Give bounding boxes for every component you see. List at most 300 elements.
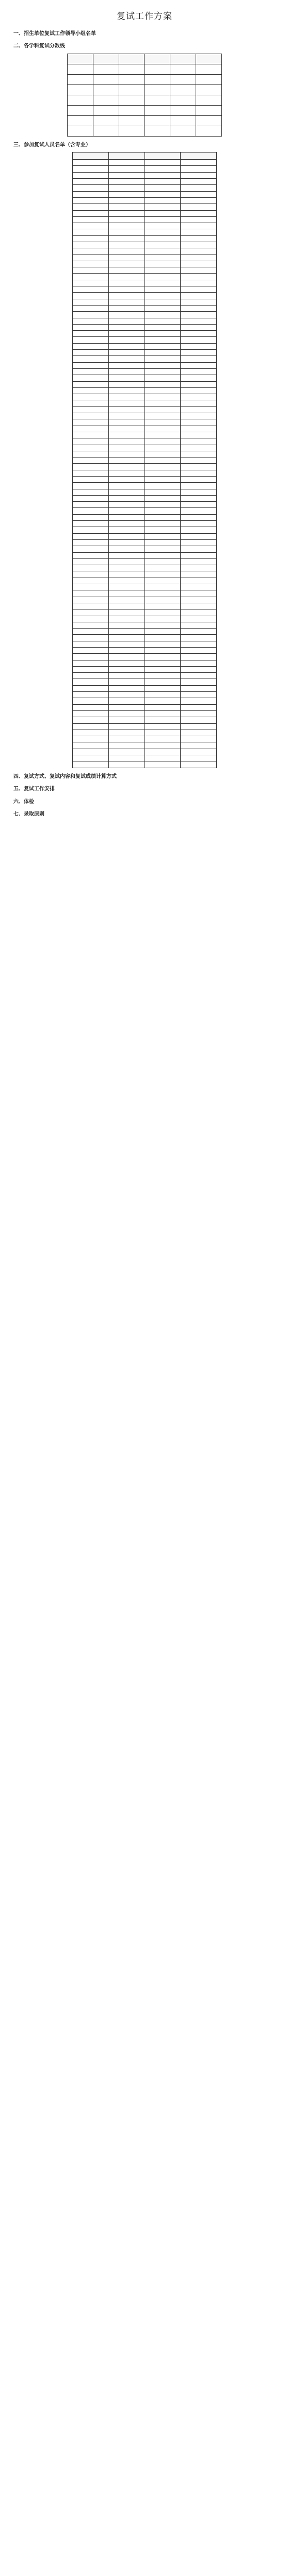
table-header	[196, 54, 222, 64]
table-cell	[73, 502, 109, 508]
table-row	[73, 508, 217, 514]
table-cell	[145, 584, 181, 590]
table-cell	[108, 261, 145, 267]
table-cell	[108, 413, 145, 419]
table-cell	[145, 356, 181, 362]
table-cell	[145, 387, 181, 394]
table-cell	[73, 539, 109, 546]
table-cell	[145, 597, 181, 603]
table-cell	[181, 451, 217, 457]
table-row	[73, 331, 217, 337]
table-cell	[181, 622, 217, 628]
table-cell	[73, 698, 109, 704]
table-row	[73, 337, 217, 343]
table-cell	[108, 755, 145, 761]
table-cell	[145, 457, 181, 464]
table-cell	[108, 197, 145, 204]
table-cell	[68, 115, 93, 126]
table-cell	[145, 578, 181, 584]
table-cell	[181, 660, 217, 666]
table-cell	[145, 115, 170, 126]
table-row	[73, 533, 217, 539]
table-cell	[108, 299, 145, 305]
table-row	[73, 698, 217, 704]
table-cell	[181, 356, 217, 362]
table-cell	[108, 717, 145, 723]
table-cell	[73, 654, 109, 660]
table-cell	[145, 432, 181, 438]
table-cell	[108, 533, 145, 539]
table-row	[73, 248, 217, 255]
table-cell	[108, 489, 145, 495]
table-cell	[93, 84, 119, 95]
table-cell	[73, 191, 109, 197]
table-cell	[108, 464, 145, 470]
table-cell	[181, 590, 217, 597]
table-header	[145, 152, 181, 160]
table-cell	[108, 521, 145, 527]
table-cell	[108, 248, 145, 255]
table-row	[73, 235, 217, 242]
table-cell	[108, 616, 145, 622]
table-cell	[181, 426, 217, 432]
table-cell	[181, 692, 217, 698]
table-cell	[181, 755, 217, 761]
table-cell	[145, 267, 181, 274]
table-row	[73, 635, 217, 641]
table-header	[119, 54, 145, 64]
table-cell	[73, 648, 109, 654]
table-cell	[108, 381, 145, 387]
table-cell	[108, 704, 145, 710]
table-cell	[145, 464, 181, 470]
table-cell	[73, 267, 109, 274]
table-cell	[108, 622, 145, 628]
table-cell	[196, 84, 222, 95]
table-cell	[145, 666, 181, 672]
table-row	[73, 609, 217, 616]
table-cell	[170, 126, 196, 136]
table-row	[73, 185, 217, 191]
table-cell	[181, 514, 217, 520]
table-cell	[181, 362, 217, 368]
table-cell	[73, 521, 109, 527]
table-cell	[73, 514, 109, 520]
table-row	[68, 95, 222, 105]
table-cell	[170, 115, 196, 126]
table-cell	[181, 749, 217, 755]
table-cell	[145, 261, 181, 267]
table-row	[73, 539, 217, 546]
table-row	[73, 293, 217, 299]
table-row	[73, 362, 217, 368]
table-row	[73, 267, 217, 274]
table-row	[73, 197, 217, 204]
table-cell	[108, 280, 145, 286]
table-cell	[108, 451, 145, 457]
table-cell	[170, 64, 196, 74]
table-cell	[145, 654, 181, 660]
table-row	[73, 464, 217, 470]
table-cell	[196, 74, 222, 84]
table-row	[73, 476, 217, 482]
table-cell	[73, 413, 109, 419]
table-cell	[145, 362, 181, 368]
roster-table	[72, 152, 217, 768]
table-cell	[145, 375, 181, 381]
table-cell	[145, 616, 181, 622]
table-cell	[181, 160, 217, 166]
table-cell	[181, 698, 217, 704]
table-cell	[181, 476, 217, 482]
table-cell	[145, 603, 181, 609]
table-cell	[145, 331, 181, 337]
table-cell	[73, 248, 109, 255]
table-cell	[73, 451, 109, 457]
score-line-table	[67, 54, 222, 137]
table-cell	[181, 368, 217, 375]
table-row	[73, 286, 217, 293]
table-row	[73, 629, 217, 635]
table-row	[73, 451, 217, 457]
table-cell	[196, 126, 222, 136]
table-cell	[73, 432, 109, 438]
table-cell	[145, 692, 181, 698]
table-cell	[68, 95, 93, 105]
table-cell	[145, 730, 181, 736]
table-cell	[108, 191, 145, 197]
section-heading: 五、复试工作安排	[13, 786, 55, 792]
table-cell	[73, 736, 109, 742]
table-cell	[181, 641, 217, 647]
table-cell	[145, 685, 181, 691]
table-cell	[181, 673, 217, 679]
table-cell	[73, 742, 109, 749]
table-header	[170, 54, 196, 64]
table-cell	[181, 457, 217, 464]
table-cell	[119, 64, 145, 74]
table-cell	[181, 629, 217, 635]
table-cell	[73, 350, 109, 356]
table-row	[73, 761, 217, 768]
table-cell	[73, 331, 109, 337]
table-cell	[181, 185, 217, 191]
table-cell	[181, 445, 217, 451]
table-cell	[181, 400, 217, 406]
table-cell	[145, 343, 181, 349]
table-cell	[181, 318, 217, 324]
table-cell	[68, 64, 93, 74]
table-cell	[73, 489, 109, 495]
table-cell	[145, 629, 181, 635]
table-cell	[73, 274, 109, 280]
table-cell	[181, 210, 217, 216]
table-cell	[73, 571, 109, 578]
table-cell	[145, 324, 181, 330]
table-cell	[181, 539, 217, 546]
table-cell	[108, 483, 145, 489]
table-cell	[73, 616, 109, 622]
table-row	[73, 172, 217, 178]
table-cell	[145, 451, 181, 457]
table-cell	[181, 521, 217, 527]
table-cell	[145, 350, 181, 356]
table-cell	[108, 571, 145, 578]
table-cell	[181, 648, 217, 654]
table-cell	[181, 312, 217, 318]
section-heading: 一、招生单位复试工作领导小组名单	[13, 30, 96, 37]
table-cell	[108, 185, 145, 191]
table-cell	[73, 261, 109, 267]
table-cell	[73, 603, 109, 609]
table-cell	[73, 692, 109, 698]
table-cell	[145, 558, 181, 565]
table-cell	[181, 324, 217, 330]
table-cell	[108, 476, 145, 482]
table-row	[73, 375, 217, 381]
table-row	[73, 299, 217, 305]
table-row	[73, 318, 217, 324]
section-heading: 二、各学科复试分数线	[13, 43, 65, 49]
table-header	[68, 54, 93, 64]
table-cell	[145, 280, 181, 286]
table-cell	[119, 105, 145, 115]
table-cell	[108, 539, 145, 546]
table-cell	[145, 489, 181, 495]
table-cell	[108, 223, 145, 229]
table-cell	[145, 445, 181, 451]
table-cell	[73, 629, 109, 635]
table-cell	[181, 387, 217, 394]
table-row	[73, 489, 217, 495]
table-cell	[108, 160, 145, 166]
table-cell	[73, 495, 109, 501]
document-page	[0, 0, 289, 838]
table-row	[73, 571, 217, 578]
table-row	[73, 514, 217, 520]
table-cell	[108, 166, 145, 172]
section-heading: 四、复试方式、复试内容和复试成绩计算方式	[13, 773, 117, 779]
table-cell	[108, 470, 145, 476]
table-cell	[145, 160, 181, 166]
table-cell	[145, 299, 181, 305]
table-cell	[145, 565, 181, 571]
table-row	[73, 673, 217, 679]
table-row	[73, 368, 217, 375]
table-cell	[73, 635, 109, 641]
table-cell	[145, 571, 181, 578]
table-cell	[108, 508, 145, 514]
table-cell	[181, 242, 217, 248]
table-cell	[181, 654, 217, 660]
table-cell	[145, 622, 181, 628]
table-row	[73, 432, 217, 438]
table-cell	[73, 609, 109, 616]
table-cell	[145, 761, 181, 768]
table-cell	[145, 552, 181, 558]
table-cell	[181, 331, 217, 337]
table-row	[73, 723, 217, 730]
table-row	[73, 261, 217, 267]
table-row	[68, 126, 222, 136]
table-cell	[181, 299, 217, 305]
table-cell	[196, 64, 222, 74]
table-cell	[181, 286, 217, 293]
table-cell	[73, 362, 109, 368]
table-row	[73, 470, 217, 476]
table-cell	[181, 489, 217, 495]
table-row	[68, 84, 222, 95]
table-cell	[108, 666, 145, 672]
table-cell	[108, 635, 145, 641]
table-row	[73, 710, 217, 717]
table-cell	[145, 419, 181, 426]
table-cell	[73, 508, 109, 514]
table-cell	[181, 305, 217, 311]
table-cell	[108, 558, 145, 565]
table-row	[73, 742, 217, 749]
table-cell	[181, 571, 217, 578]
table-cell	[181, 235, 217, 242]
table-cell	[73, 622, 109, 628]
table-cell	[181, 679, 217, 685]
table-cell	[108, 368, 145, 375]
table-cell	[73, 641, 109, 647]
table-cell	[145, 755, 181, 761]
table-cell	[73, 723, 109, 730]
table-cell	[119, 84, 145, 95]
table-cell	[181, 419, 217, 426]
table-cell	[108, 235, 145, 242]
table-cell	[73, 229, 109, 235]
table-cell	[73, 223, 109, 229]
table-cell	[73, 160, 109, 166]
table-row	[73, 274, 217, 280]
table-cell	[145, 673, 181, 679]
table-row	[73, 223, 217, 229]
table-cell	[93, 64, 119, 74]
table-row	[73, 413, 217, 419]
table-cell	[181, 216, 217, 223]
table-cell	[181, 223, 217, 229]
table-row	[73, 704, 217, 710]
table-row	[73, 616, 217, 622]
table-cell	[145, 105, 170, 115]
table-cell	[145, 293, 181, 299]
table-cell	[145, 210, 181, 216]
table-cell	[145, 337, 181, 343]
table-cell	[145, 742, 181, 749]
table-cell	[73, 717, 109, 723]
table-row	[73, 394, 217, 400]
table-row	[73, 160, 217, 166]
table-cell	[73, 584, 109, 590]
table-cell	[108, 584, 145, 590]
table-cell	[108, 204, 145, 210]
table-cell	[181, 261, 217, 267]
table-cell	[145, 527, 181, 533]
table-row	[73, 324, 217, 330]
table-row	[73, 216, 217, 223]
table-cell	[73, 197, 109, 204]
table-cell	[73, 381, 109, 387]
table-cell	[108, 286, 145, 293]
table-row	[68, 74, 222, 84]
table-cell	[108, 375, 145, 381]
table-cell	[68, 126, 93, 136]
table-cell	[181, 502, 217, 508]
table-cell	[108, 387, 145, 394]
table-cell	[108, 343, 145, 349]
table-header	[108, 152, 145, 160]
table-row	[73, 749, 217, 755]
table-cell	[73, 464, 109, 470]
table-cell	[119, 95, 145, 105]
table-cell	[145, 368, 181, 375]
table-cell	[108, 629, 145, 635]
table-cell	[108, 274, 145, 280]
table-cell	[181, 343, 217, 349]
table-row	[73, 438, 217, 445]
table-cell	[145, 312, 181, 318]
table-cell	[108, 337, 145, 343]
table-cell	[145, 381, 181, 387]
table-cell	[108, 267, 145, 274]
table-row	[73, 685, 217, 691]
table-cell	[145, 483, 181, 489]
table-cell	[73, 483, 109, 489]
table-row	[73, 350, 217, 356]
table-row	[68, 115, 222, 126]
table-row	[73, 406, 217, 413]
table-cell	[181, 483, 217, 489]
table-cell	[73, 673, 109, 679]
table-cell	[181, 267, 217, 274]
table-cell	[108, 179, 145, 185]
table-cell	[73, 368, 109, 375]
table-cell	[108, 362, 145, 368]
table-row	[73, 730, 217, 736]
table-cell	[181, 172, 217, 178]
table-cell	[108, 438, 145, 445]
table-row	[73, 546, 217, 552]
section-heading: 七、录取原则	[13, 811, 44, 818]
table-cell	[181, 666, 217, 672]
table-cell	[73, 216, 109, 223]
table-cell	[73, 666, 109, 672]
table-cell	[73, 235, 109, 242]
table-cell	[181, 635, 217, 641]
table-row	[73, 654, 217, 660]
table-cell	[145, 736, 181, 742]
table-row	[73, 381, 217, 387]
table-row	[73, 210, 217, 216]
table-cell	[145, 248, 181, 255]
table-cell	[73, 375, 109, 381]
table-cell	[145, 74, 170, 84]
table-cell	[73, 660, 109, 666]
table-cell	[181, 761, 217, 768]
table-row	[73, 521, 217, 527]
table-cell	[108, 654, 145, 660]
table-cell	[181, 432, 217, 438]
table-cell	[108, 394, 145, 400]
table-cell	[73, 210, 109, 216]
table-cell	[181, 191, 217, 197]
table-cell	[181, 736, 217, 742]
table-cell	[145, 318, 181, 324]
table-cell	[181, 508, 217, 514]
